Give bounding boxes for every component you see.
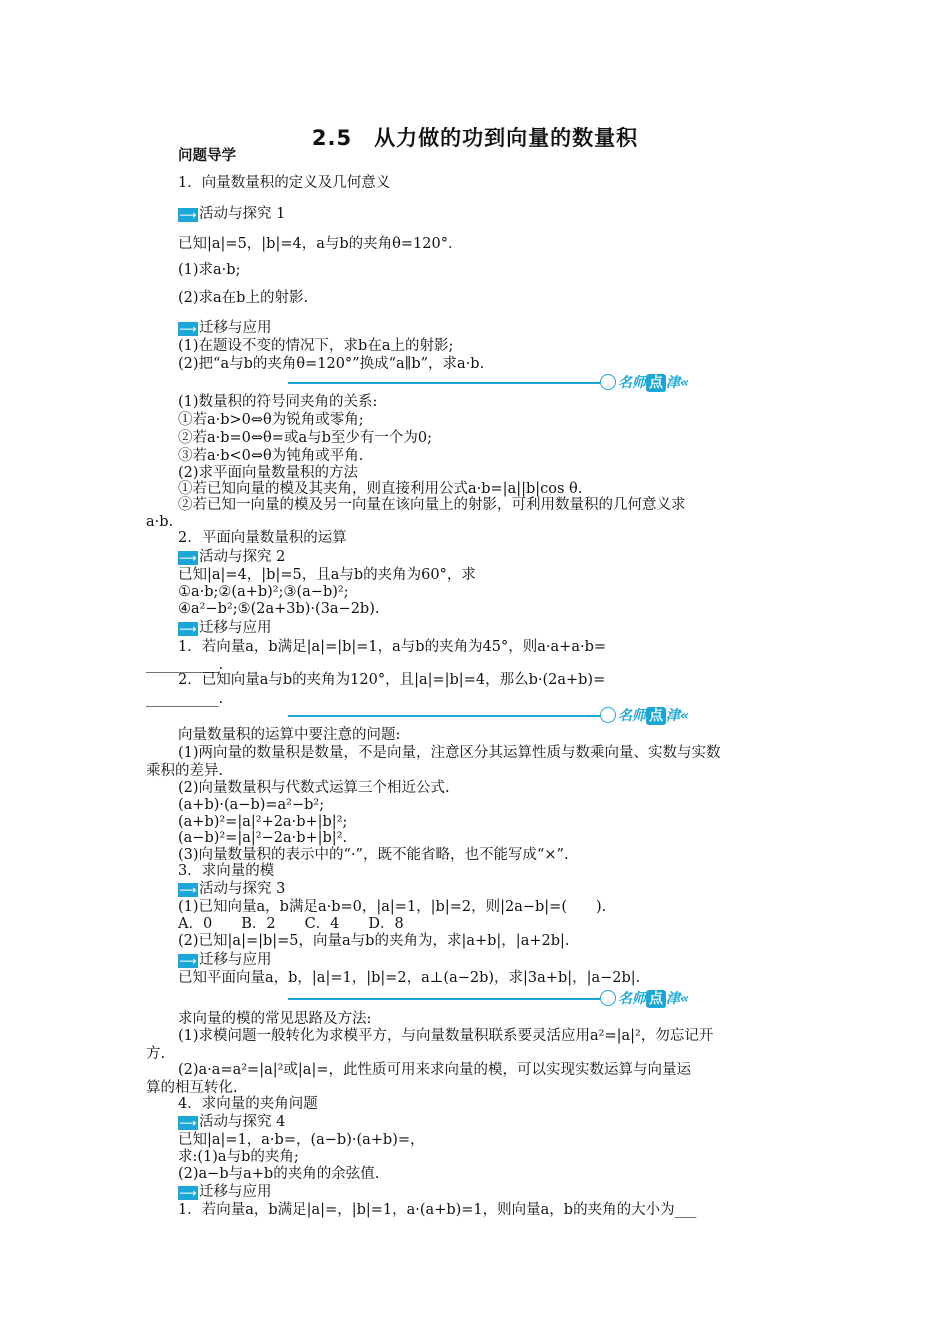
teacher-tip-badge: 名师 点 津« xyxy=(600,374,689,392)
formula-line: (a+b)²=|a|²+2a·b+|b|²; xyxy=(178,814,348,830)
text-line: 已知|a|=1，a·b=，(a−b)·(a+b)=， xyxy=(178,1132,425,1148)
text-line: a·b. xyxy=(146,514,174,530)
text-line: ①若a·b>0⇔θ为锐角或零角; xyxy=(178,412,364,428)
formula-line: (a−b)²=|a|²−2a·b+|b|². xyxy=(178,830,348,846)
text-line: (1)已知向量a，b满足a·b=0，|a|=1，|b|=2，则|2a−b|=( ). xyxy=(178,899,607,915)
section-divider xyxy=(288,715,600,717)
circle-icon xyxy=(600,707,616,723)
text-line: (2)向量数量积与代数式运算三个相近公式. xyxy=(178,780,450,796)
text-line: 算的相互转化. xyxy=(146,1080,238,1096)
text-line: 已知|a|=5，|b|=4，a与b的夹角θ=120°． xyxy=(178,236,463,252)
arrow-icon: ⟶ xyxy=(179,883,197,897)
section-heading: 问题导学 xyxy=(178,148,236,164)
text-line: (2)a−b与a+b的夹角的余弦值. xyxy=(178,1166,380,1182)
section-divider xyxy=(288,382,600,384)
text-line: (2)a·a=a²=|a|²或|a|=，此性质可用来求向量的模，可以实现实数运算与向量运 xyxy=(178,1062,691,1078)
text-line: ②若a·b=0⇔θ=或a与b至少有一个为0; xyxy=(178,430,432,446)
text-line: ①若已知向量的模及其夹角，则直接利用公式a·b=|a||b|cos θ. xyxy=(178,481,583,497)
subsection-heading: 4．求向量的夹角问题 xyxy=(178,1096,318,1112)
activity-heading: ⟶ 迁移与应用 xyxy=(179,320,272,336)
text-line: (1)求a·b; xyxy=(178,262,241,278)
activity-heading: ⟶ 活动与探究 4 xyxy=(179,1114,286,1130)
subsection-heading: 3．求向量的模 xyxy=(178,863,275,879)
text-line: (3)向量数量积的表示中的“·”，既不能省略，也不能写成“×”. xyxy=(178,847,569,863)
text-line: (1)求模问题一般转化为求模平方，与向量数量积联系要灵活应用a²=|a|²，勿忘记开 xyxy=(178,1028,714,1044)
section-divider xyxy=(288,998,600,1000)
text-line: ③若a·b<0⇔θ为钝角或平角. xyxy=(178,448,364,464)
formula-line: (a+b)·(a−b)=a²−b²; xyxy=(178,797,325,813)
arrow-icon: ⟶ xyxy=(179,1186,197,1200)
activity-heading: ⟶ 活动与探究 2 xyxy=(179,549,286,565)
exercise-line: 2．已知向量a与b的夹角为120°，且|a|=|b|=4，那么b·(2a+b)= xyxy=(178,672,606,688)
subsection-heading: 2．平面向量数量积的运算 xyxy=(178,530,347,546)
teacher-tip-badge: 名师 点 津« xyxy=(600,707,689,725)
page-title: 2.5 从力做的功到向量的数量积 xyxy=(311,126,639,150)
text-line: 求:(1)a与b的夹角; xyxy=(178,1149,299,1165)
answer-blank: __________. xyxy=(146,691,224,707)
text-line: 求向量的模的常见思路及方法: xyxy=(178,1011,372,1027)
arrow-icon: ⟶ xyxy=(179,208,197,222)
text-line: (1)数量积的符号同夹角的关系: xyxy=(178,394,378,410)
text-line: 向量数量积的运算中要注意的问题: xyxy=(178,727,401,743)
circle-icon xyxy=(600,990,616,1006)
text-line: 已知|a|=4，|b|=5，且a与b的夹角为60°，求 xyxy=(178,567,476,583)
activity-heading: ⟶ 迁移与应用 xyxy=(179,952,272,968)
text-line: ④a²−b²;⑤(2a+3b)·(3a−2b). xyxy=(178,601,380,617)
text-line: (2)求平面向量数量积的方法 xyxy=(178,465,359,481)
answer-blank: __________. xyxy=(146,657,224,673)
text-line: ②若已知一向量的模及另一向量在该向量上的射影，可利用数量积的几何意义求 xyxy=(178,497,686,513)
text-line: 方. xyxy=(146,1046,166,1062)
exercise-line: 1．若向量a，b满足|a|=|b|=1，a与b的夹角为45°，则a·a+a·b= xyxy=(178,639,607,655)
text-line: (2)已知|a|=|b|=5，向量a与b的夹角为，求|a+b|，|a+2b|. xyxy=(178,933,570,949)
activity-heading: ⟶ 活动与探究 3 xyxy=(179,881,286,897)
arrow-icon: ⟶ xyxy=(179,322,197,336)
arrow-icon: ⟶ xyxy=(179,954,197,968)
text-line: 已知平面向量a，b，|a|=1，|b|=2，a⊥(a−2b)，求|3a+b|，|a−2b|. xyxy=(178,970,641,986)
arrow-icon: ⟶ xyxy=(179,1116,197,1130)
circle-icon xyxy=(600,374,616,390)
text-line: 乘积的差异. xyxy=(146,763,224,779)
exercise-line: 1．若向量a，b满足|a|=，|b|=1，a·(a+b)=1，则向量a，b的夹角的大小为___ xyxy=(178,1202,697,1218)
teacher-tip-badge: 名师 点 津« xyxy=(600,990,689,1008)
text-line: (2)把“a与b的夹角θ=120°”换成“a∥b”，求a·b. xyxy=(178,356,485,372)
text-line: (1)在题设不变的情况下，求b在a上的射影; xyxy=(178,338,454,354)
activity-heading: ⟶ 迁移与应用 xyxy=(179,620,272,636)
choices-line: A．0 B．2 C．4 D．8 xyxy=(178,916,404,932)
text-line: (2)求a在b上的射影. xyxy=(178,290,309,306)
arrow-icon: ⟶ xyxy=(179,551,197,565)
activity-heading: ⟶ 迁移与应用 xyxy=(179,1184,272,1200)
arrow-icon: ⟶ xyxy=(179,622,197,636)
text-line: (1)两向量的数量积是数量，不是向量，注意区分其运算性质与数乘向量、实数与实数 xyxy=(178,745,721,761)
activity-heading: ⟶ 活动与探究 1 xyxy=(179,206,286,222)
subsection-heading: 1．向量数量积的定义及几何意义 xyxy=(178,175,391,191)
text-line: ①a·b;②(a+b)²;③(a−b)²; xyxy=(178,584,349,600)
